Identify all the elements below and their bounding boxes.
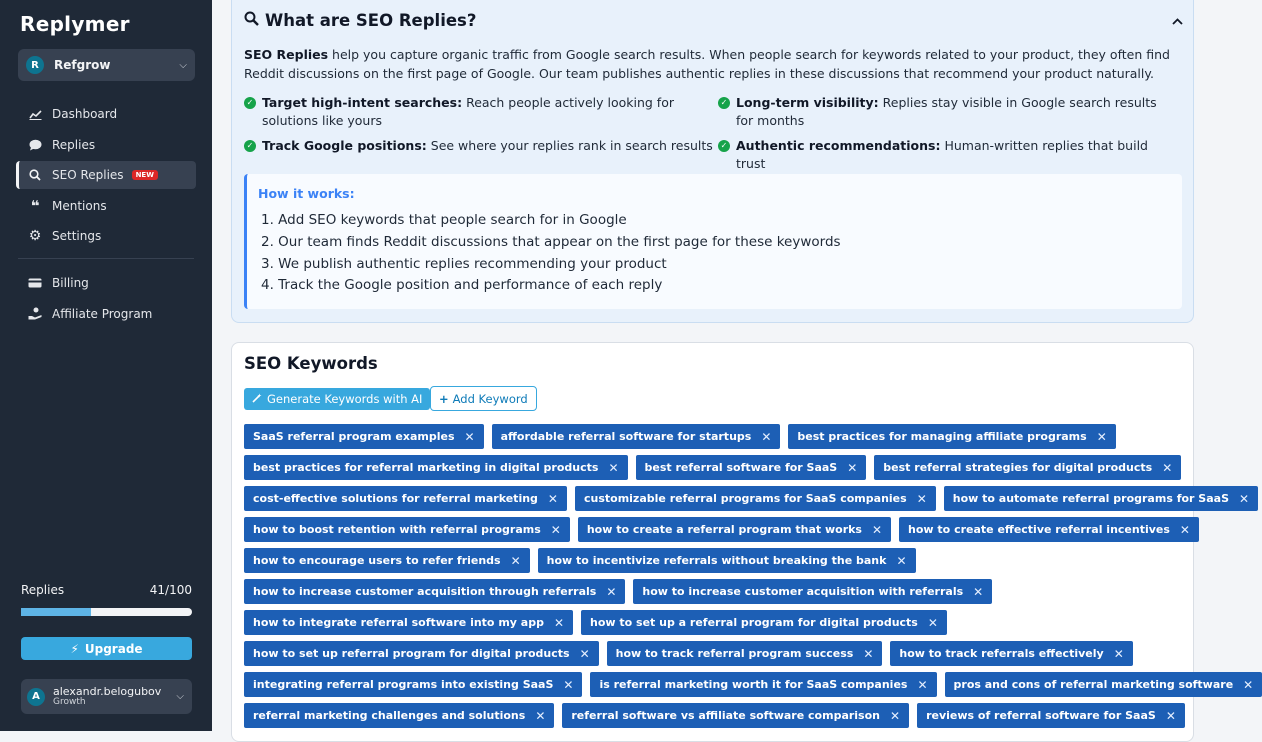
remove-keyword-icon[interactable]: ✕ xyxy=(1243,677,1254,692)
keyword-row xyxy=(244,672,1254,697)
section-title: SEO Keywords xyxy=(244,354,378,373)
step-item: 2. Our team finds Reddit discussions that appear on the first page for these keywords xyxy=(261,233,841,250)
check-circle-icon: ✓ xyxy=(244,140,256,152)
remove-keyword-icon[interactable]: ✕ xyxy=(761,429,772,444)
keyword-row xyxy=(244,579,1184,604)
gear-icon: ⚙ xyxy=(28,228,42,245)
keyword-label: SaaS referral program examples xyxy=(253,430,455,443)
quote-icon: ❝ xyxy=(30,196,40,215)
remove-keyword-icon[interactable]: ✕ xyxy=(927,615,938,630)
search-icon xyxy=(244,11,259,30)
keyword-label: how to integrate referral software into my app xyxy=(253,616,544,629)
step-item: 4. Track the Google position and performance of each reply xyxy=(261,277,663,294)
user-menu[interactable] xyxy=(21,679,192,714)
remove-keyword-icon[interactable]: ✕ xyxy=(579,646,590,661)
sidebar-nav xyxy=(16,100,196,331)
remove-keyword-icon[interactable]: ✕ xyxy=(1113,646,1124,661)
sidebar-item-label: Mentions xyxy=(52,198,107,213)
search-icon xyxy=(28,169,42,181)
usage-count: 41/100 xyxy=(149,583,192,597)
feature-text: See where your replies rank in search results xyxy=(426,138,713,153)
keyword-label: how to boost retention with referral programs xyxy=(253,523,541,536)
remove-keyword-icon[interactable]: ✕ xyxy=(550,522,561,537)
keyword-label: how to incentivize referrals without breaking the bank xyxy=(546,554,887,567)
remove-keyword-icon[interactable]: ✕ xyxy=(535,708,546,723)
hand-coin-icon xyxy=(28,307,42,320)
usage-progress-fill xyxy=(21,608,91,616)
upgrade-button[interactable] xyxy=(21,637,192,660)
how-it-works-steps xyxy=(261,210,841,297)
keyword-chip xyxy=(944,486,1258,511)
feature-title: Target high-intent searches: xyxy=(262,95,463,110)
sidebar-item-label: SEO Replies xyxy=(52,168,124,183)
sidebar-item-dashboard[interactable] xyxy=(16,100,196,128)
keyword-chip xyxy=(244,424,484,449)
keyword-chip xyxy=(578,517,891,542)
keyword-label: best referral strategies for digital products xyxy=(883,461,1153,474)
keyword-chip xyxy=(917,703,1185,728)
keyword-row xyxy=(244,517,1190,542)
keyword-row xyxy=(244,424,1184,449)
usage-label: Replies xyxy=(21,583,65,597)
keyword-chip xyxy=(538,548,916,573)
check-circle-icon: ✓ xyxy=(718,97,730,109)
keyword-label: cost-effective solutions for referral marketing xyxy=(253,492,538,505)
keyword-label: integrating referral programs into existing SaaS xyxy=(253,678,554,691)
sidebar-item-settings[interactable] xyxy=(16,222,196,250)
keyword-list xyxy=(244,424,1254,734)
credit-card-icon xyxy=(28,278,42,288)
workspace-selector[interactable] xyxy=(18,49,195,81)
keyword-chip xyxy=(575,486,936,511)
sidebar-item-label: Affiliate Program xyxy=(52,306,153,321)
remove-keyword-icon[interactable]: ✕ xyxy=(973,584,984,599)
remove-keyword-icon[interactable]: ✕ xyxy=(547,491,558,506)
intro-text: help you capture organic traffic from Google search results. When people search for keywords related to your product, they often find Reddit discussions on the first page of Google. Our team publishes authentic replies in these discussions that recommend your product naturally. xyxy=(244,47,1170,81)
feature-text: Reach people actively looking for solutions like yours xyxy=(262,95,674,128)
avatar: A xyxy=(27,688,45,706)
usage-progress-bar xyxy=(21,608,192,616)
sidebar-item-label: Billing xyxy=(52,276,89,291)
keyword-label: affordable referral software for startups xyxy=(500,430,752,443)
info-title: What are SEO Replies? xyxy=(265,11,477,30)
intro-bold: SEO Replies xyxy=(244,47,329,62)
remove-keyword-icon[interactable]: ✕ xyxy=(1165,708,1176,723)
remove-keyword-icon[interactable]: ✕ xyxy=(917,677,928,692)
remove-keyword-icon[interactable]: ✕ xyxy=(896,553,907,568)
sidebar-item-label: Replies xyxy=(52,137,96,152)
remove-keyword-icon[interactable]: ✕ xyxy=(863,646,874,661)
remove-keyword-icon[interactable]: ✕ xyxy=(510,553,521,568)
how-it-works-title: How it works: xyxy=(258,186,355,201)
keyword-chip xyxy=(788,424,1115,449)
keyword-row xyxy=(244,610,1184,635)
keyword-chip xyxy=(244,610,573,635)
chat-bubble-icon xyxy=(28,139,42,151)
bolt-icon: ⚡︎ xyxy=(70,641,79,656)
plus-icon: + xyxy=(439,391,449,406)
chevron-up-icon[interactable] xyxy=(1172,14,1183,28)
seo-replies-info-panel xyxy=(231,0,1194,323)
new-badge: NEW xyxy=(132,170,158,180)
keyword-chip xyxy=(890,641,1132,666)
keyword-label: reviews of referral software for SaaS xyxy=(926,709,1156,722)
replies-usage xyxy=(21,583,192,616)
how-it-works-box xyxy=(244,174,1182,309)
workspace-avatar: R xyxy=(26,56,44,74)
keyword-label: best referral software for SaaS xyxy=(644,461,838,474)
sidebar-item-billing[interactable] xyxy=(16,269,196,297)
keyword-label: customizable referral programs for SaaS companies xyxy=(583,492,907,505)
keyword-chip xyxy=(244,517,570,542)
remove-keyword-icon[interactable]: ✕ xyxy=(606,584,617,599)
sidebar-item-label: Settings xyxy=(52,229,102,244)
feature-title: Long-term visibility: xyxy=(736,95,879,110)
keyword-label: best practices for referral marketing in digital products xyxy=(253,461,599,474)
chevron-down-icon: ⌵ xyxy=(179,59,187,71)
step-item: 3. We publish authentic replies recommending your product xyxy=(261,255,667,272)
keyword-label: referral marketing challenges and solutions xyxy=(253,709,526,722)
remove-keyword-icon[interactable]: ✕ xyxy=(553,615,565,630)
keyword-row xyxy=(244,641,1184,666)
step-item: 1. Add SEO keywords that people search for in Google xyxy=(261,212,627,228)
keyword-chip xyxy=(945,672,1262,697)
add-keyword-label: Add Keyword xyxy=(452,391,528,406)
seo-keywords-panel xyxy=(231,342,1254,742)
sidebar-item-label: Dashboard xyxy=(52,107,118,121)
user-plan: Growth xyxy=(53,696,86,707)
remove-keyword-icon[interactable]: ✕ xyxy=(1162,460,1173,475)
keyword-row xyxy=(244,703,1184,728)
sidebar-item-mentions[interactable] xyxy=(16,192,196,220)
keyword-chip xyxy=(244,455,628,480)
info-header[interactable] xyxy=(244,11,476,30)
feature-item xyxy=(718,94,1168,130)
keyword-chip xyxy=(874,455,1181,480)
keyword-chip xyxy=(244,641,599,666)
keyword-label: how to create effective referral incentives xyxy=(908,523,1170,536)
keyword-label: how to track referral program success xyxy=(615,647,854,660)
info-intro xyxy=(244,45,1174,83)
nav-divider xyxy=(18,258,194,259)
keyword-label: how to set up referral program for digital products xyxy=(253,647,570,660)
remove-keyword-icon[interactable]: ✕ xyxy=(890,708,901,723)
keyword-chip xyxy=(636,455,867,480)
remove-keyword-icon[interactable]: ✕ xyxy=(563,677,574,692)
feature-title: Authentic recommendations: xyxy=(736,138,941,153)
keyword-row xyxy=(244,455,1184,480)
keyword-chip xyxy=(244,486,567,511)
sidebar xyxy=(0,0,212,731)
app-logo[interactable]: Replymer xyxy=(20,12,130,36)
keyword-chip xyxy=(562,703,909,728)
keyword-label: how to increase customer acquisition through referrals xyxy=(253,585,597,598)
feature-text: Human-written replies that build trust xyxy=(736,138,1148,171)
keyword-row xyxy=(244,486,1250,511)
keyword-label: how to automate referral programs for SaaS xyxy=(952,492,1229,505)
keyword-row xyxy=(244,548,1184,573)
add-keyword-button[interactable] xyxy=(430,386,537,411)
keyword-chip xyxy=(244,579,625,604)
keyword-label: pros and cons of referral marketing software xyxy=(953,678,1234,691)
sidebar-item-replies[interactable] xyxy=(16,131,196,159)
keyword-label: how to set up a referral program for digital products xyxy=(590,616,918,629)
keyword-chip xyxy=(492,424,781,449)
keyword-label: best practices for managing affiliate programs xyxy=(797,430,1087,443)
generate-keywords-button[interactable] xyxy=(244,388,430,410)
feature-title: Track Google positions: xyxy=(262,138,427,153)
upgrade-label: Upgrade xyxy=(84,641,143,656)
keyword-label: is referral marketing worth it for SaaS companies xyxy=(599,678,908,691)
keyword-chip xyxy=(899,517,1199,542)
generate-keywords-label: Generate Keywords with AI xyxy=(267,392,423,406)
keyword-chip xyxy=(244,548,530,573)
workspace-name: Refgrow xyxy=(54,58,111,72)
check-circle-icon: ✓ xyxy=(244,97,256,109)
check-circle-icon: ✓ xyxy=(718,140,730,152)
keyword-label: how to increase customer acquisition with referrals xyxy=(642,585,964,598)
feature-item xyxy=(718,137,1178,173)
remove-keyword-icon[interactable]: ✕ xyxy=(464,429,475,444)
keyword-label: how to create a referral program that works xyxy=(586,523,862,536)
sidebar-item-seo-replies[interactable] xyxy=(16,161,196,189)
magic-wand-icon xyxy=(252,392,262,406)
keyword-chip xyxy=(607,641,883,666)
keyword-chip xyxy=(590,672,936,697)
remove-keyword-icon[interactable]: ✕ xyxy=(1239,491,1250,506)
remove-keyword-icon[interactable]: ✕ xyxy=(847,460,858,475)
keyword-chip xyxy=(633,579,992,604)
feature-item xyxy=(244,94,684,130)
remove-keyword-icon[interactable]: ✕ xyxy=(916,491,927,506)
keyword-chip xyxy=(244,672,582,697)
remove-keyword-icon[interactable]: ✕ xyxy=(1096,429,1107,444)
chart-icon xyxy=(28,109,42,120)
feature-text: Replies stay visible in Google search results for months xyxy=(736,95,1157,128)
keyword-label: how to track referrals effectively xyxy=(899,647,1104,660)
remove-keyword-icon[interactable]: ✕ xyxy=(1179,522,1190,537)
keyword-chip xyxy=(581,610,947,635)
feature-item xyxy=(244,137,714,155)
sidebar-item-affiliate-program[interactable] xyxy=(16,300,196,328)
keyword-label: referral software vs affiliate software comparison xyxy=(571,709,880,722)
remove-keyword-icon[interactable]: ✕ xyxy=(608,460,619,475)
chevron-down-icon: ⌵ xyxy=(176,691,184,702)
user-name: alexandr.belogubov xyxy=(53,684,162,698)
keyword-chip xyxy=(244,703,554,728)
keyword-label: how to encourage users to refer friends xyxy=(253,554,501,567)
remove-keyword-icon[interactable]: ✕ xyxy=(871,522,883,537)
